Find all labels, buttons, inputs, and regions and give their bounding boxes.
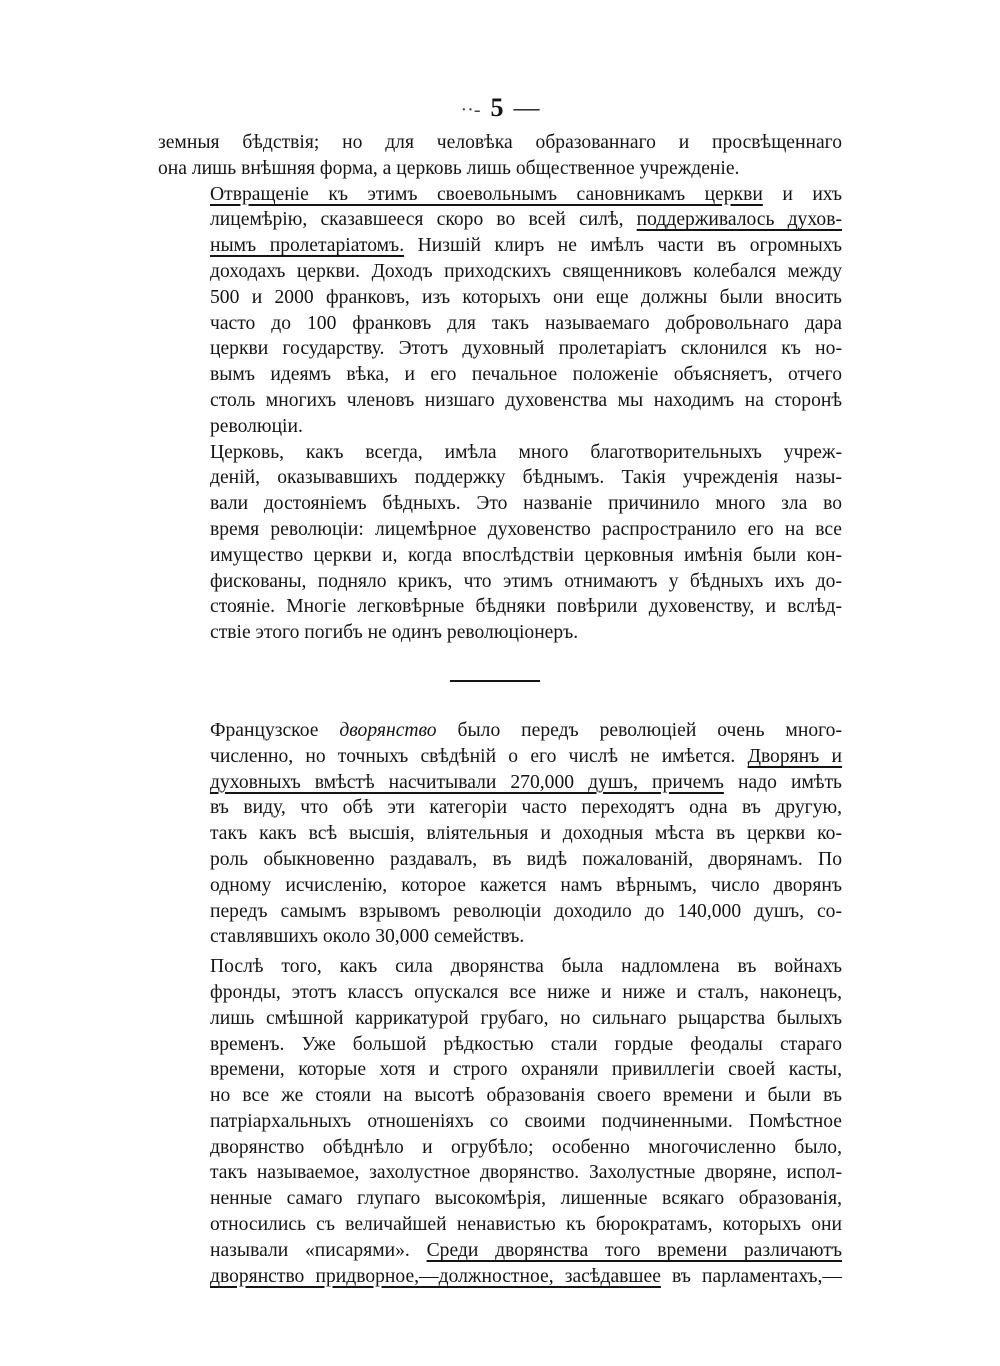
text-fragment: численно, но точныхъ свѣдѣній о его числѣ не имѣется. (210, 745, 748, 767)
text-fragment: называли «писарями». (210, 1239, 427, 1261)
paragraph-clergy-proletariat (158, 182, 842, 440)
text-line: доходахъ церкви. Доходъ приходскихъ священниковъ колебался между (210, 260, 842, 282)
text-line: имущество церкви и, когда впослѣдствіи церковныя имѣнія были кон- (210, 544, 842, 566)
text-line: лишь смѣшной каррикатурой грубаго, но сильнаго рыцарства былыхъ (210, 1007, 842, 1029)
text-line: но все же стояли на высотѣ образованія своего времени и были въ (210, 1085, 842, 1107)
text-line (158, 1238, 842, 1264)
text-line: церкви государству. Этотъ духовный пролетаріатъ склонился къ но- (210, 338, 842, 360)
text-line: революціи. (210, 415, 303, 437)
text-line: такъ называемое, захолустное дворянство. Захолустные дворяне, испол- (210, 1162, 842, 1184)
text-line: столь многихъ членовъ низшаго духовенства мы находимъ на сторонѣ (210, 389, 842, 411)
book-page (158, 88, 842, 1289)
text-line: патріархальныхъ отношеніяхъ со своими подчиненными. Помѣстное (210, 1110, 842, 1132)
text-line: передъ самымъ взрывомъ революціи доходило до 140,000 душъ, со- (210, 900, 842, 922)
text-line: деній, оказывавшихъ поддержку бѣднымъ. Такія учрежденія назы- (210, 467, 842, 489)
text-line: времени, которые хотя и строго охраняли привиллегіи своей касты, (210, 1059, 842, 1081)
text-line (158, 770, 842, 796)
text-line: дворянство обѣднѣло и огрубѣло; особенно многочисленно было, (210, 1136, 842, 1158)
text-line: Послѣ того, какъ сила дворянства была надломлена въ войнахъ (210, 956, 842, 978)
text-fragment: надо имѣть (723, 771, 842, 793)
text-line: земныя бѣдствія; но для человѣка образованнаго и просвѣщеннаго (158, 132, 842, 153)
paragraph-church-form (158, 130, 842, 182)
text-fragment: было передъ революціей очень много- (436, 719, 842, 741)
text-fragment: Низшій клиръ не имѣлъ части въ огромныхъ (404, 235, 842, 257)
text-line: вымъ идеямъ вѣка, и его печальное положеніе объясняетъ, отчего (210, 364, 842, 386)
text-line: въ виду, что обѣ эти категоріи часто переходятъ одна въ другую, (210, 797, 842, 819)
underlined-passage: Дворянъ и (747, 745, 843, 767)
underlined-passage: духовныхъ вмѣстѣ насчитывали 270,000 душъ, причемъ (210, 771, 724, 793)
text-line: ствіе этого погибъ не одинъ революціонеръ. (210, 622, 579, 644)
section-divider-area (158, 646, 842, 718)
text-fragment: лицемѣрію, сказавшееся скоро во всей силѣ, (210, 209, 637, 231)
header-dash-right: — (513, 93, 540, 122)
text-fragment: въ парламентахъ,— (660, 1265, 842, 1287)
text-line: фронды, этотъ классъ опускался все ниже и ниже и сталъ, наконецъ, (210, 981, 842, 1003)
section-divider-rule (450, 680, 540, 682)
text-line (158, 233, 842, 259)
header-dash-left: ··- (460, 99, 481, 121)
text-line: часто до 100 франковъ для такъ называемаго добровольнаго дара (210, 312, 842, 334)
underlined-passage: Среди дворянства того времени различаютъ (426, 1239, 842, 1261)
text-line: ставлявшихъ около 30,000 семействъ. (210, 926, 525, 948)
text-line: вали достояніемъ бѣдныхъ. Это названіе причинило много зла во (210, 493, 842, 515)
text-line: временъ. Уже большой рѣдкостью стали гордые феодалы стараго (210, 1033, 842, 1055)
text-line: 500 и 2000 франковъ, изъ которыхъ они еще должны были вносить (210, 286, 842, 308)
text-line: ненные самаго глупаго высокомѣрія, лишенные всякаго образованія, (210, 1188, 842, 1210)
text-line (158, 718, 842, 744)
page-number-header (158, 88, 842, 128)
text-line: фискованы, подняло крикъ, что этимъ отнимаютъ у бѣдныхъ ихъ до- (210, 570, 842, 592)
text-line: стояніе. Многіе легковѣрные бѣдняки повѣрили духовенству, и вслѣд- (210, 596, 842, 618)
underlined-passage: Отвращеніе къ этимъ своевольнымъ сановникамъ церкви (210, 183, 763, 205)
text-line: относились съ величайшей ненавистью къ бюрократамъ, которыхъ они (210, 1214, 842, 1236)
text-line (158, 182, 842, 208)
text-line (158, 744, 842, 770)
text-fragment: и ихъ (762, 183, 842, 205)
paragraph-nobility-numbers (158, 718, 842, 950)
text-line (158, 1264, 842, 1290)
paragraph-church-charity (158, 440, 842, 646)
text-line: время революціи: лицемѣрное духовенство распространило его на все (210, 518, 842, 540)
paragraph-nobility-decline (158, 954, 842, 1289)
page-number: 5 (490, 93, 504, 122)
italic-term: дворянство (339, 719, 437, 741)
text-line: роль обыкновенно раздавалъ, въ видѣ пожалованій, дворянамъ. По (210, 848, 842, 870)
text-line: такъ какъ всѣ высшія, вліятельныя и доходныя мѣста въ церкви ко- (210, 823, 842, 845)
underlined-passage: дворянство придворное,—должностное, засѣдавшее (210, 1265, 661, 1287)
underlined-passage: поддерживалось духов- (636, 209, 842, 231)
text-line: она лишь внѣшняя форма, а церковь лишь общественное учрежденіе. (158, 157, 740, 179)
underlined-passage: нымъ пролетаріатомъ. (210, 235, 405, 257)
text-line: одному исчисленію, которое кажется намъ вѣрнымъ, число дворянъ (210, 874, 842, 896)
text-line (158, 207, 842, 233)
text-line: Церковь, какъ всегда, имѣла много благотворительныхъ учреж- (210, 441, 842, 463)
text-fragment: Французское (210, 719, 340, 741)
